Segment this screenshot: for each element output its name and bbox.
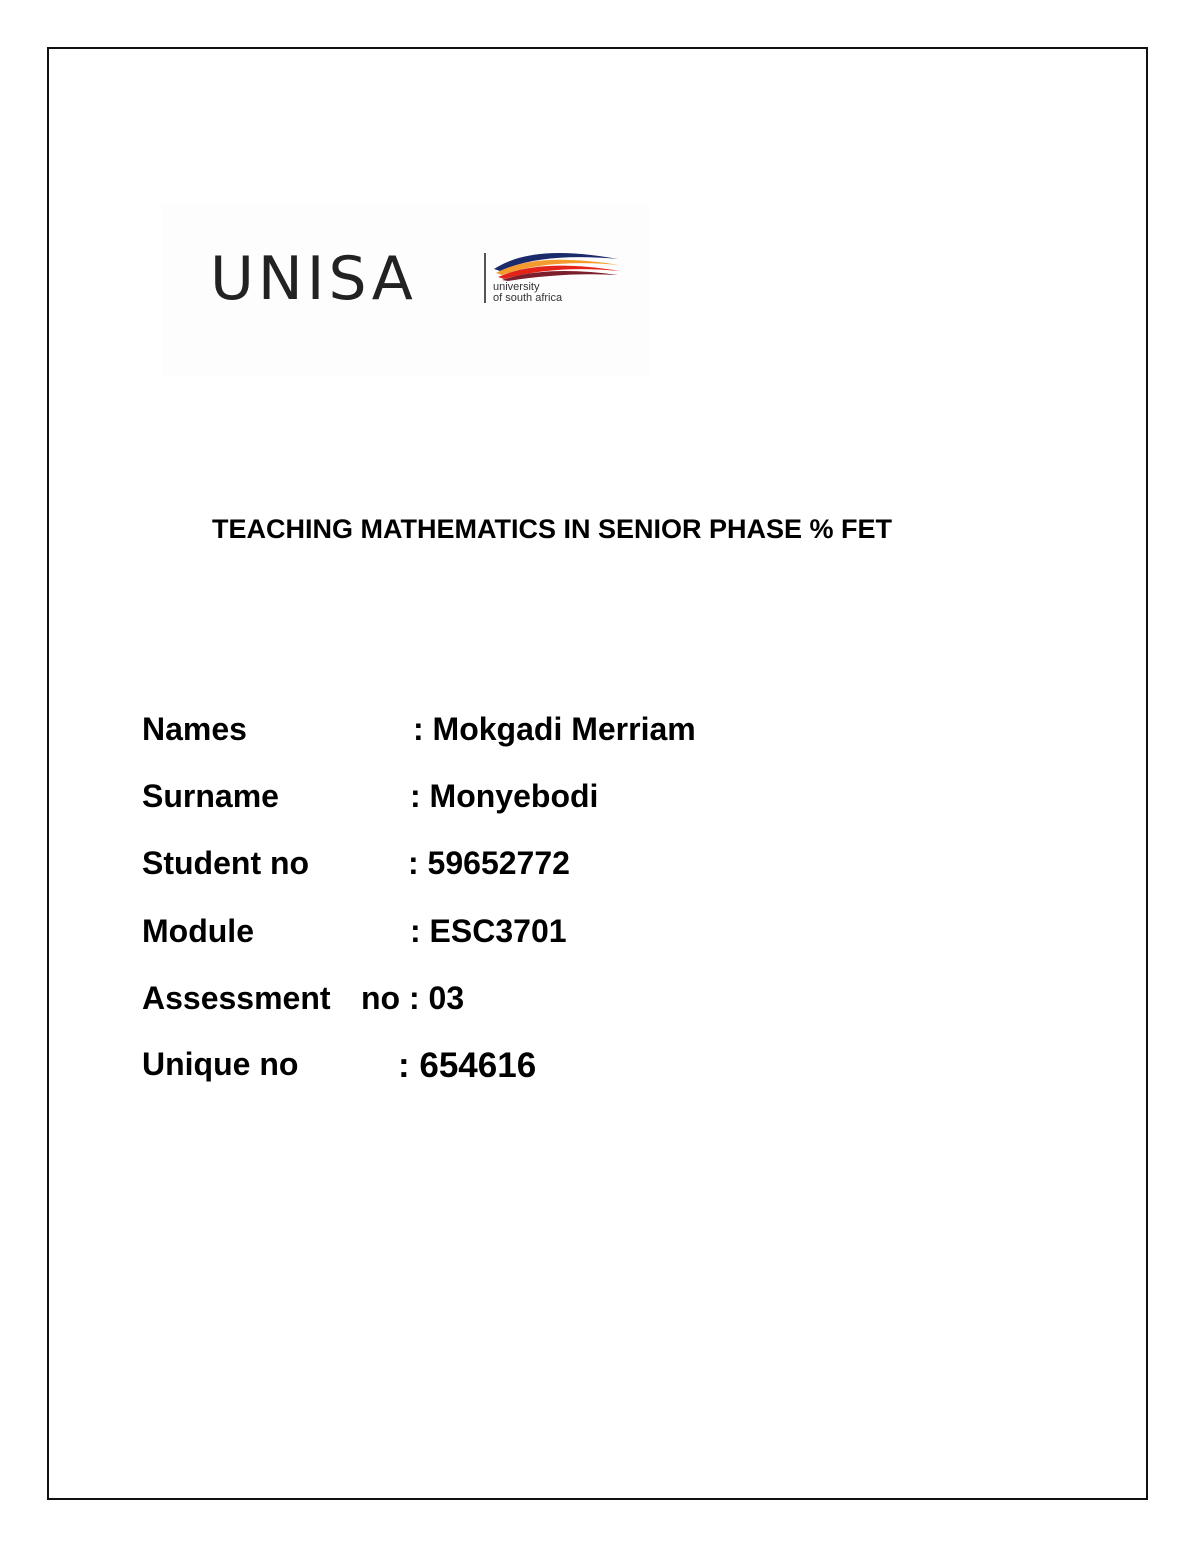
unisa-swoosh-icon: [492, 249, 622, 281]
unisa-logo: [162, 205, 650, 375]
logo-subtitle: [493, 282, 562, 304]
logo-subtitle-line1: university: [493, 281, 540, 293]
field-value-unique-no: : 654616: [398, 1046, 537, 1085]
field-label-names: Names: [142, 711, 247, 747]
logo-wordmark: UNISA: [210, 244, 417, 314]
field-value-names: : Mokgadi Merriam: [413, 711, 696, 747]
logo-subtitle-line2: of south africa: [493, 292, 563, 304]
field-label-student-no: Student no: [142, 845, 310, 881]
field-label-unique-no: Unique no: [142, 1046, 299, 1082]
logo-divider: [484, 253, 486, 303]
field-value-surname: : Monyebodi: [410, 778, 599, 814]
field-value-assessment: no : 03: [361, 980, 465, 1016]
field-value-student-no: : 59652772: [408, 845, 570, 881]
field-label-assessment: Assessment: [142, 980, 331, 1016]
document-title: TEACHING MATHEMATICS IN SENIOR PHASE % FET: [212, 514, 893, 544]
field-label-surname: Surname: [142, 778, 279, 814]
field-label-module: Module: [142, 913, 254, 949]
field-value-module: : ESC3701: [410, 913, 567, 949]
